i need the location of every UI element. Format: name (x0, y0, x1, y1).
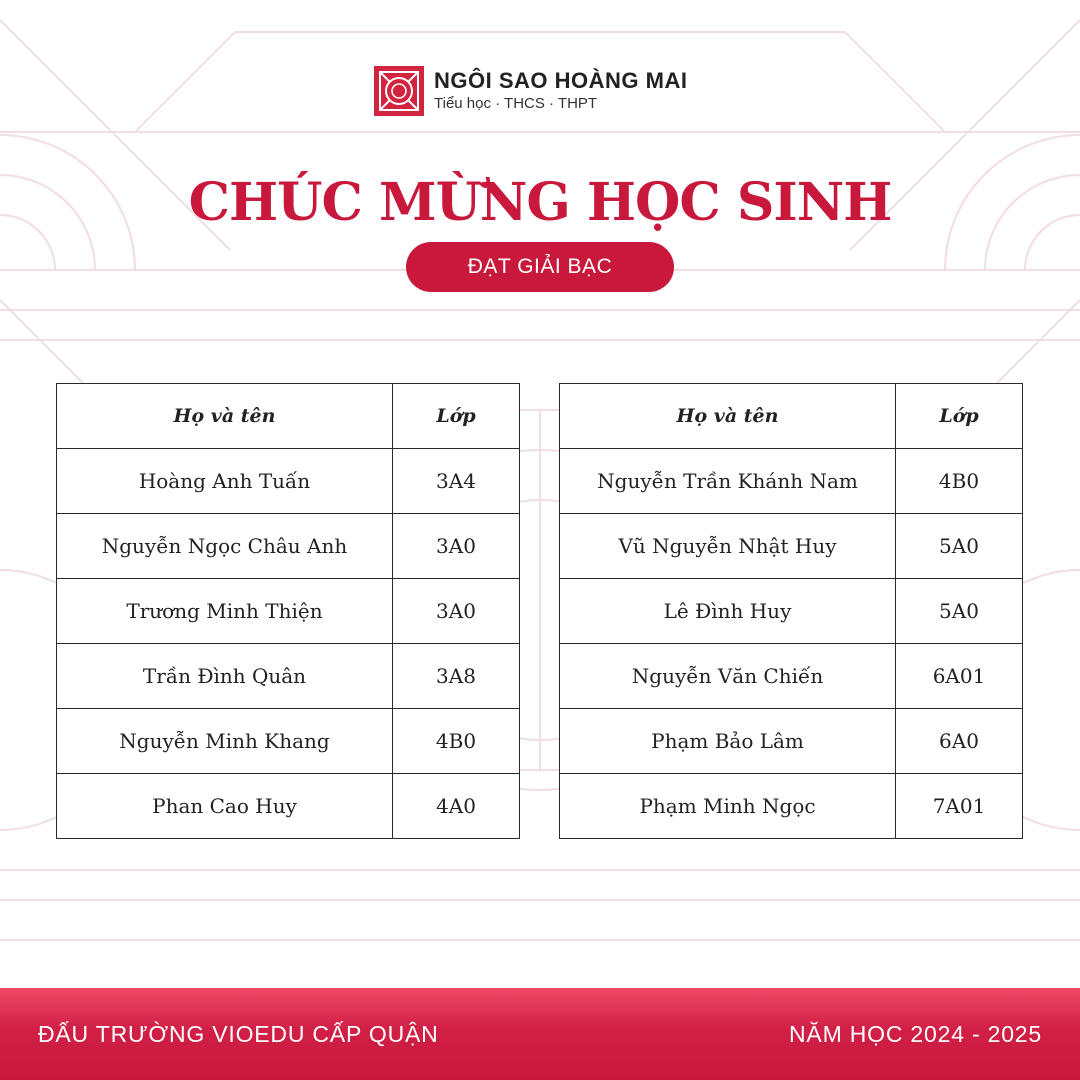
student-name: Nguyễn Minh Khang (57, 709, 393, 774)
students-table-right (559, 383, 1023, 839)
table-header-row (560, 384, 1023, 449)
table-row (57, 514, 520, 579)
student-name: Nguyễn Trần Khánh Nam (560, 449, 896, 514)
student-name: Trương Minh Thiện (57, 579, 393, 644)
header-name: Họ và tên (560, 384, 896, 449)
student-class: 5A0 (896, 579, 1023, 644)
student-name: Vũ Nguyễn Nhật Huy (560, 514, 896, 579)
student-name: Trần Đình Quân (57, 644, 393, 709)
student-class: 3A8 (393, 644, 520, 709)
student-name: Phạm Bảo Lâm (560, 709, 896, 774)
table-row (560, 514, 1023, 579)
table-row (57, 709, 520, 774)
award-badge: ĐẠT GIẢI BẠC (406, 242, 674, 292)
student-class: 6A01 (896, 644, 1023, 709)
header-class: Lớp (896, 384, 1023, 449)
student-class: 6A0 (896, 709, 1023, 774)
table-header-row (57, 384, 520, 449)
student-name: Nguyễn Văn Chiến (560, 644, 896, 709)
table-row (57, 774, 520, 839)
table-row (560, 579, 1023, 644)
header-class: Lớp (393, 384, 520, 449)
school-year: NĂM HỌC 2024 - 2025 (789, 1021, 1042, 1047)
student-class: 7A01 (896, 774, 1023, 839)
table-row (560, 449, 1023, 514)
student-name: Lê Đình Huy (560, 579, 896, 644)
table-row (560, 709, 1023, 774)
school-name: NGÔI SAO HOÀNG MAI (434, 68, 688, 93)
table-row (57, 579, 520, 644)
student-class: 4A0 (393, 774, 520, 839)
header-name: Họ và tên (57, 384, 393, 449)
student-name: Phạm Minh Ngọc (560, 774, 896, 839)
table-row (57, 644, 520, 709)
school-logo (374, 65, 687, 117)
student-name: Phan Cao Huy (57, 774, 393, 839)
student-class: 4B0 (393, 709, 520, 774)
student-class: 4B0 (896, 449, 1023, 514)
student-class: 5A0 (896, 514, 1023, 579)
school-emblem-icon (374, 66, 424, 116)
footer-banner (0, 988, 1080, 1080)
school-levels: Tiểu học · THCS · THPT (434, 95, 598, 112)
student-class: 3A0 (393, 514, 520, 579)
table-row (560, 774, 1023, 839)
student-class: 3A4 (393, 449, 520, 514)
page-title: CHÚC MỪNG HỌC SINH (188, 172, 892, 233)
table-row (560, 644, 1023, 709)
student-class: 3A0 (393, 579, 520, 644)
table-row (57, 449, 520, 514)
competition-name: ĐẤU TRƯỜNG VIOEDU CẤP QUẬN (38, 1021, 439, 1047)
student-name: Hoàng Anh Tuấn (57, 449, 393, 514)
student-name: Nguyễn Ngọc Châu Anh (57, 514, 393, 579)
students-table-left (56, 383, 520, 839)
